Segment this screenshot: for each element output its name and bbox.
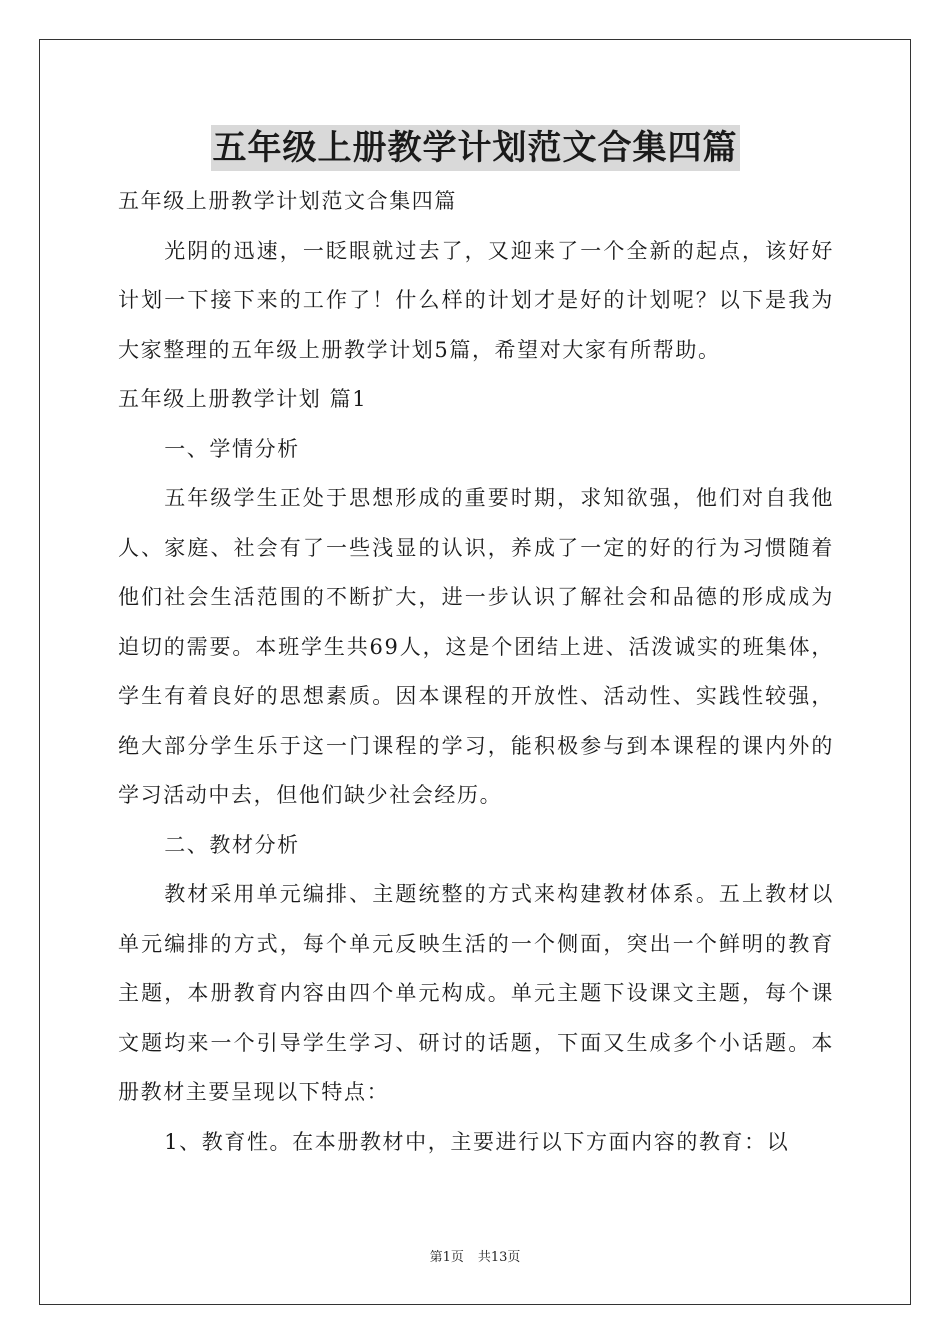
title-container bbox=[0, 125, 950, 171]
page-total: 共13页 bbox=[477, 1250, 521, 1265]
paragraph: 教材采用单元编排、主题统整的方式来构建教材体系。五上教材以单元编排的方式，每个单元反映生活的一个侧面，突出一个鲜明的教育主题，本册教育内容由四个单元构成。单元主题下设课文主题，每个课文题均来一个引导学生学习、研讨的话题，下面又生成多个小话题。本册教材主要呈现以下特点： bbox=[118, 882, 834, 1104]
paragraph: 五年级上册教学计划范文合集四篇 bbox=[118, 189, 457, 213]
page-footer bbox=[0, 1246, 950, 1265]
paragraph: 二、教材分析 bbox=[164, 832, 300, 857]
paragraph: 光阴的迅速，一眨眼就过去了，又迎来了一个全新的起点，该好好计划一下接下来的工作了！什么样的计划才是好的计划呢？以下是我为大家整理的五年级上册教学计划5篇，希望对大家有所帮助。 bbox=[118, 238, 834, 362]
paragraph: 一、学情分析 bbox=[164, 436, 300, 461]
paragraph: 1、教育性。在本册教材中，主要进行以下方面内容的教育：以 bbox=[164, 1129, 790, 1154]
paragraph: 五年级学生正处于思想形成的重要时期，求知欲强，他们对自我他人、家庭、社会有了一些浅显的认识，养成了一定的好的行为习惯随着他们社会生活范围的不断扩大，进一步认识了解社会和品德的形成成为迫切的需要。本班学生共69人，这是个团结上进、活泼诚实的班集体，学生有着良好的思想素质。因本课程的开放性、活动性、实践性较强，绝大部分学生乐于这一门课程的学习，能积极参与到本课程的课内外的学习活动中去，但他们缺少社会经历。 bbox=[118, 486, 834, 807]
document-title: 五年级上册教学计划范文合集四篇 bbox=[211, 125, 740, 171]
document-body bbox=[118, 177, 834, 1167]
paragraph: 五年级上册教学计划 篇1 bbox=[118, 387, 368, 411]
page-number: 第1页 bbox=[429, 1250, 464, 1265]
